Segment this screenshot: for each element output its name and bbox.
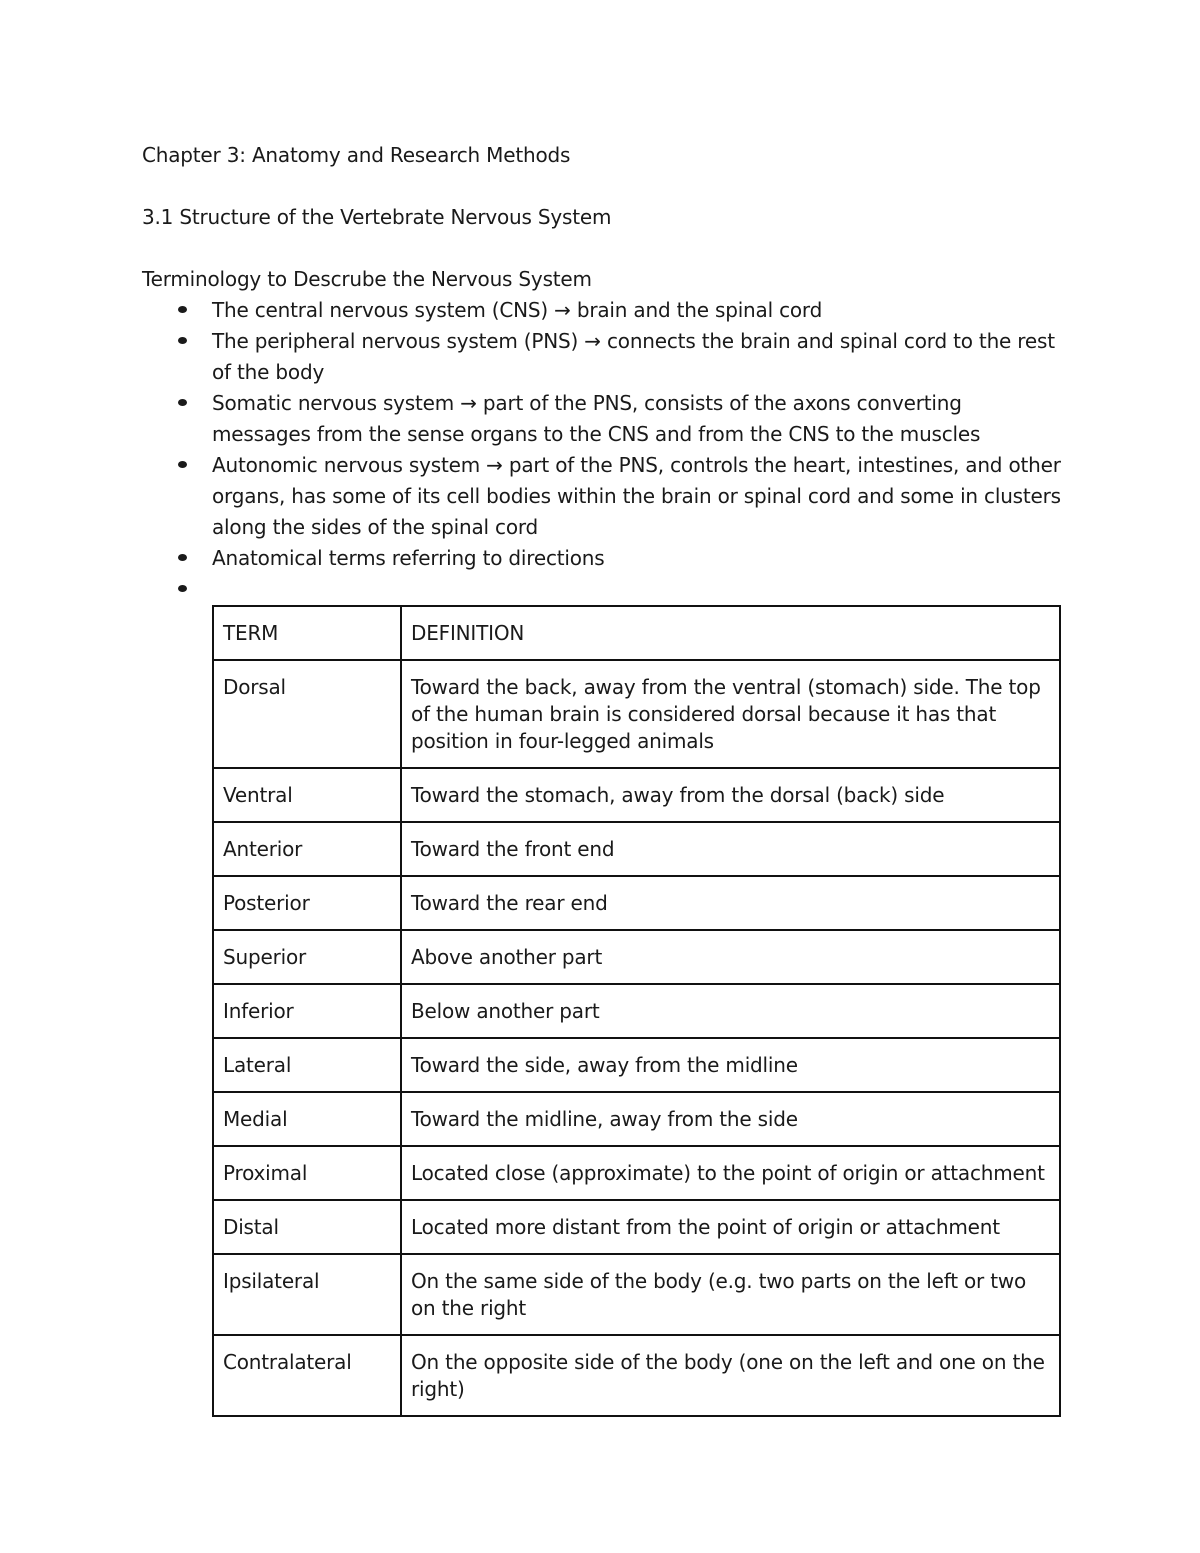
subheading: Terminology to Descrube the Nervous System <box>142 267 592 291</box>
table-row <box>213 822 1060 876</box>
section-title: 3.1 Structure of the Vertebrate Nervous System <box>142 205 612 229</box>
direction-terms-table <box>212 605 1061 1417</box>
table-row <box>213 1038 1060 1092</box>
page-content <box>142 140 1062 605</box>
definition-cell: On the opposite side of the body (one on the left and one on the right) <box>401 1335 1060 1416</box>
bullet-text: Anatomical terms referring to directions <box>212 546 605 570</box>
term-cell: Ipsilateral <box>213 1254 401 1335</box>
definition-cell: Toward the rear end <box>401 876 1060 930</box>
definition-cell: Located more distant from the point of origin or attachment <box>401 1200 1060 1254</box>
table-row <box>213 1254 1060 1335</box>
bullet-dot <box>178 585 187 592</box>
table-row <box>213 1200 1060 1254</box>
definition-cell: Located close (approximate) to the point of origin or attachment <box>401 1146 1060 1200</box>
bullet-text: The peripheral nervous system (PNS) → connects the brain and spinal cord to the rest of the body <box>212 329 1055 384</box>
definition-cell: Toward the midline, away from the side <box>401 1092 1060 1146</box>
table-header-row <box>213 606 1060 660</box>
table-row <box>213 930 1060 984</box>
term-cell: Inferior <box>213 984 401 1038</box>
definition-cell: Above another part <box>401 930 1060 984</box>
term-cell: Posterior <box>213 876 401 930</box>
list-item <box>142 295 1062 326</box>
list-item <box>142 388 1062 450</box>
header-definition: DEFINITION <box>401 606 1060 660</box>
table-row <box>213 1092 1060 1146</box>
term-cell: Anterior <box>213 822 401 876</box>
bullet-text: Somatic nervous system → part of the PNS, consists of the axons converting messages from the sense organs to the CNS and from the CNS to the muscles <box>212 391 981 446</box>
bullet-dot <box>178 306 187 313</box>
list-item <box>142 574 1062 605</box>
definition-cell: On the same side of the body (e.g. two parts on the left or two on the right <box>401 1254 1060 1335</box>
definition-cell: Toward the front end <box>401 822 1060 876</box>
definition-cell: Toward the stomach, away from the dorsal (back) side <box>401 768 1060 822</box>
term-cell: Proximal <box>213 1146 401 1200</box>
table-row <box>213 984 1060 1038</box>
term-cell: Contralateral <box>213 1335 401 1416</box>
list-item <box>142 450 1062 543</box>
term-cell: Distal <box>213 1200 401 1254</box>
table-row <box>213 876 1060 930</box>
bullet-list <box>142 295 1062 605</box>
bullet-dot <box>178 337 187 344</box>
list-item <box>142 326 1062 388</box>
chapter-title: Chapter 3: Anatomy and Research Methods <box>142 143 571 167</box>
term-cell: Lateral <box>213 1038 401 1092</box>
table-row <box>213 660 1060 768</box>
definition-cell: Below another part <box>401 984 1060 1038</box>
term-cell: Ventral <box>213 768 401 822</box>
bullet-text: Autonomic nervous system → part of the PNS, controls the heart, intestines, and other organs, has some of its cell bodies within the brain or spinal cord and some in clusters along the sides of the spinal cord <box>212 453 1061 539</box>
bullet-dot <box>178 399 187 406</box>
term-cell: Superior <box>213 930 401 984</box>
definition-cell: Toward the side, away from the midline <box>401 1038 1060 1092</box>
bullet-dot <box>178 461 187 468</box>
list-item <box>142 543 1062 574</box>
header-term: TERM <box>213 606 401 660</box>
term-cell: Dorsal <box>213 660 401 768</box>
table-row <box>213 1335 1060 1416</box>
definition-cell: Toward the back, away from the ventral (stomach) side. The top of the human brain is considered dorsal because it has that position in four-legged animals <box>401 660 1060 768</box>
table-row <box>213 768 1060 822</box>
term-cell: Medial <box>213 1092 401 1146</box>
bullet-dot <box>178 554 187 561</box>
bullet-text: The central nervous system (CNS) → brain and the spinal cord <box>212 298 823 322</box>
table-row <box>213 1146 1060 1200</box>
